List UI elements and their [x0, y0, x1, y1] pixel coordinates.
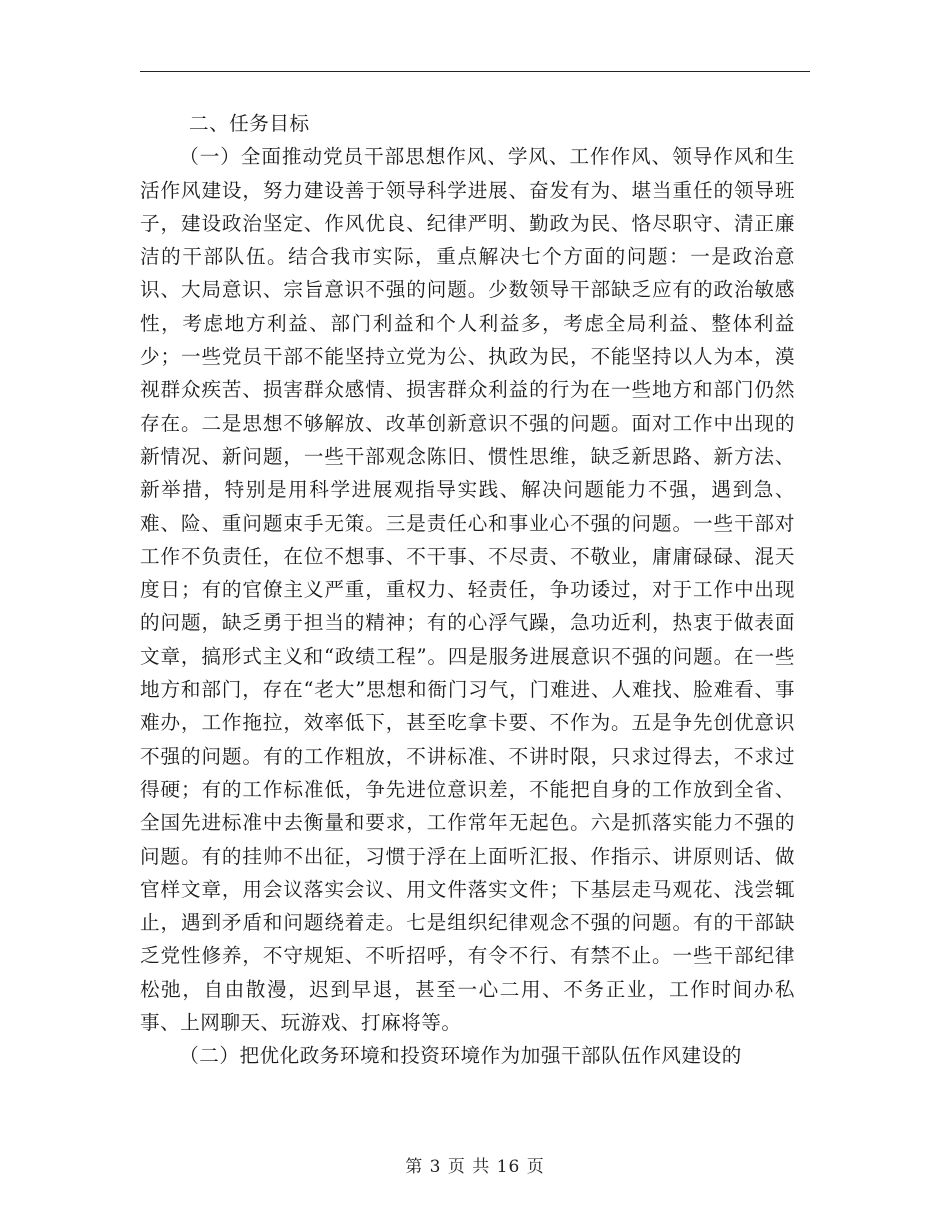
header-rule — [140, 71, 810, 72]
page-label-suffix: 页 — [526, 1157, 545, 1177]
page-label-prefix: 第 — [405, 1157, 424, 1177]
page-label-middle: 页 共 — [447, 1157, 491, 1177]
paragraph-2: （二）把优化政务环境和投资环境作为加强干部队伍作风建设的 — [179, 1044, 742, 1068]
page-footer — [0, 1152, 950, 1177]
total-pages-number: 16 — [496, 1157, 521, 1177]
section-title: 二、任务目标 — [189, 112, 310, 135]
paragraph-1: （一）全面推动党员干部思想作风、学风、工作作风、领导作风和生活作风建设，努力建设善于领导科学进展、奋发有为、堪当重任的领导班子，建设政治坚定、作风优良、纪律严明、勤政为民、恪尽职守、清正廉洁的干部队伍。结合我市实际，重点解决七个方面的问题：一是政治意识、大局意识、宗旨意识不强的问题。少数领导干部缺乏应有的政治敏感性，考虑地方利益、部门利益和个人利益多，考虑全局利益、整体利益少；一些党员干部不能坚持立党为公、执政为民，不能坚持以人为本，漠视群众疾苦、损害群众感情、损害群众利益的行为在一些地方和部门仍然存在。二是思想不够解放、改革创新意识不强的问题。面对工作中出现的新情况、新问题，一些干部观念陈旧、惯性思维，缺乏新思路、新方法、新举措，特别是用科学进展观指导实践、解决问题能力不强，遇到急、难、险、重问题束手无策。三是责任心和事业心不强的问题。一些干部对工作不负责任，在位不想事、不干事、不尽责、不敬业，庸庸碌碌、混天度日；有的官僚主义严重，重权力、轻责任，争功诿过，对于工作中出现的问题，缺乏勇于担当的精神；有的心浮气躁，急功近利，热衷于做表面文章，搞形式主义和“政绩工程”。四是服务进展意识不强的问题。在一些地方和部门，存在“老大”思想和衙门习气，门难进、人难找、脸难看、事难办，工作拖拉，效率低下，甚至吃拿卡要、不作为。五是争先创优意识不强的问题。有的工作粗放，不讲标准、不讲时限，只求过得去，不求过得硬；有的工作标准低，争先进位意识差，不能把自身的工作放到全省、全国先进标准中去衡量和要求，工作常年无起色。六是抓落实能力不强的问题。有的挂帅不出征，习惯于浮在上面听汇报、作指示、讲原则话、做官样文章，用会议落实会议、用文件落实文件；下基层走马观花、浅尝辄止，遇到矛盾和问题绕着走。七是组织纪律观念不强的问题。有的干部缺乏党性修养，不守规矩、不听招呼，有令不行、有禁不止。一些干部纪律松弛，自由散漫，迟到早退，甚至一心二用、不务正业，工作时间办私事、上网聊天、玩游戏、打麻将等。 — [140, 145, 795, 1035]
document-body — [140, 107, 795, 1073]
current-page-number: 3 — [429, 1157, 442, 1177]
